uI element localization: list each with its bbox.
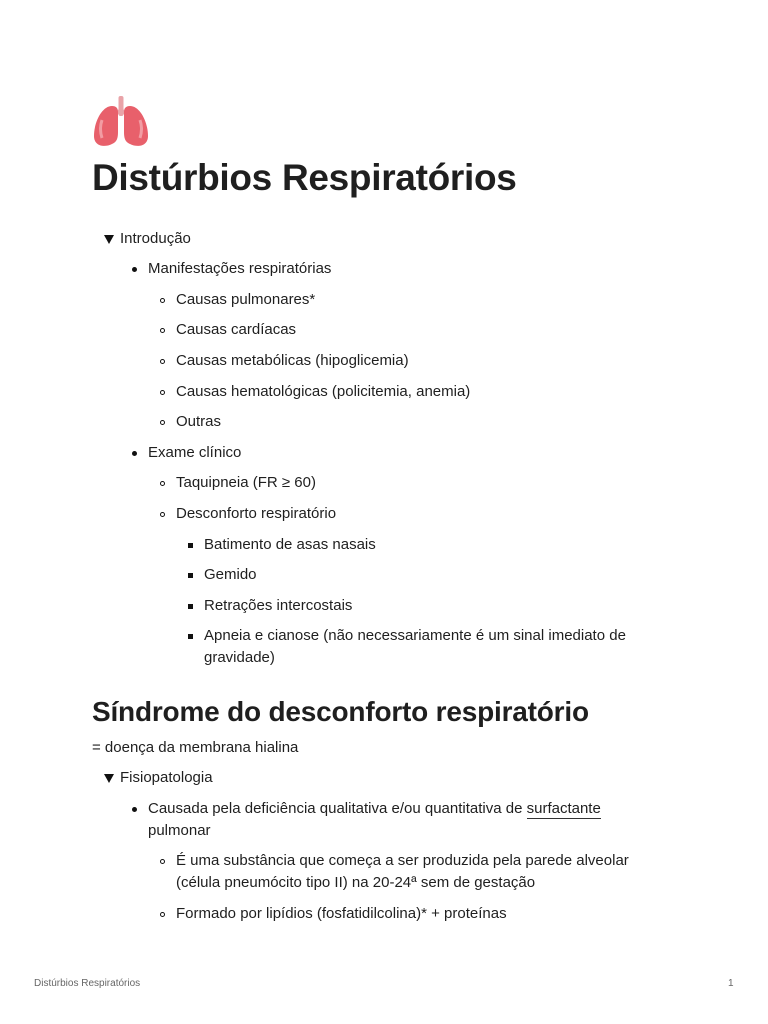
toggle-triangle-icon[interactable] <box>104 235 114 244</box>
toggle-triangle-icon[interactable] <box>104 774 114 783</box>
list-item: Gemido <box>204 564 257 586</box>
list-item: Formado por lipídios (fosfatidilcolina)* + proteínas <box>176 903 507 925</box>
square-bullet-icon <box>188 634 193 639</box>
list-item: Apneia e cianose (não necessariamente é um sinal imediato de gravidade) <box>204 625 684 669</box>
circle-bullet-icon <box>160 481 165 486</box>
list-item: Causas hematológicas (policitemia, anemia) <box>176 381 470 403</box>
list-item: Desconforto respiratório <box>176 503 336 525</box>
surfactante-link[interactable]: surfactante <box>526 800 601 817</box>
list-item: Causada pela deficiência qualitativa e/ou quantitativa de surfactante pulmonar <box>148 798 688 842</box>
circle-bullet-icon <box>160 328 165 333</box>
section-heading: Síndrome do desconforto respiratório <box>92 696 589 727</box>
list-item: É uma substância que começa a ser produzida pela parede alveolar (célula pneumócito tipo II) na 20-24ª sem de gestação <box>176 850 696 894</box>
bullet-icon <box>132 807 137 812</box>
list-item: Causas cardíacas <box>176 319 296 341</box>
list-item: Outras <box>176 411 221 433</box>
lungs-icon <box>92 94 150 148</box>
toggle-fisiopatologia[interactable]: Fisiopatologia <box>92 767 682 789</box>
footer-title: Distúrbios Respiratórios <box>34 978 141 989</box>
circle-bullet-icon <box>160 390 165 395</box>
circle-bullet-icon <box>160 859 165 864</box>
circle-bullet-icon <box>160 512 165 517</box>
square-bullet-icon <box>188 543 193 548</box>
square-bullet-icon <box>188 573 193 578</box>
circle-bullet-icon <box>160 298 165 303</box>
list-item: Exame clínico <box>148 442 241 464</box>
circle-bullet-icon <box>160 359 165 364</box>
list-item: Taquipneia (FR ≥ 60) <box>176 472 316 494</box>
circle-bullet-icon <box>160 420 165 425</box>
list-item: Batimento de asas nasais <box>204 534 376 556</box>
document-page <box>92 94 682 922</box>
bullet-icon <box>132 267 137 272</box>
bullet-icon <box>132 451 137 456</box>
page-title: Distúrbios Respiratórios <box>92 157 517 198</box>
section-subtitle: = doença da membrana hialina <box>92 739 299 756</box>
circle-bullet-icon <box>160 912 165 917</box>
toggle-introducao[interactable]: Introdução <box>92 228 682 250</box>
list-item: Causas pulmonares* <box>176 289 315 311</box>
list-item: Causas metabólicas (hipoglicemia) <box>176 350 409 372</box>
square-bullet-icon <box>188 604 193 609</box>
footer-page-number: 1 <box>728 978 734 989</box>
list-item: Manifestações respiratórias <box>148 258 331 280</box>
list-item: Retrações intercostais <box>204 595 352 617</box>
